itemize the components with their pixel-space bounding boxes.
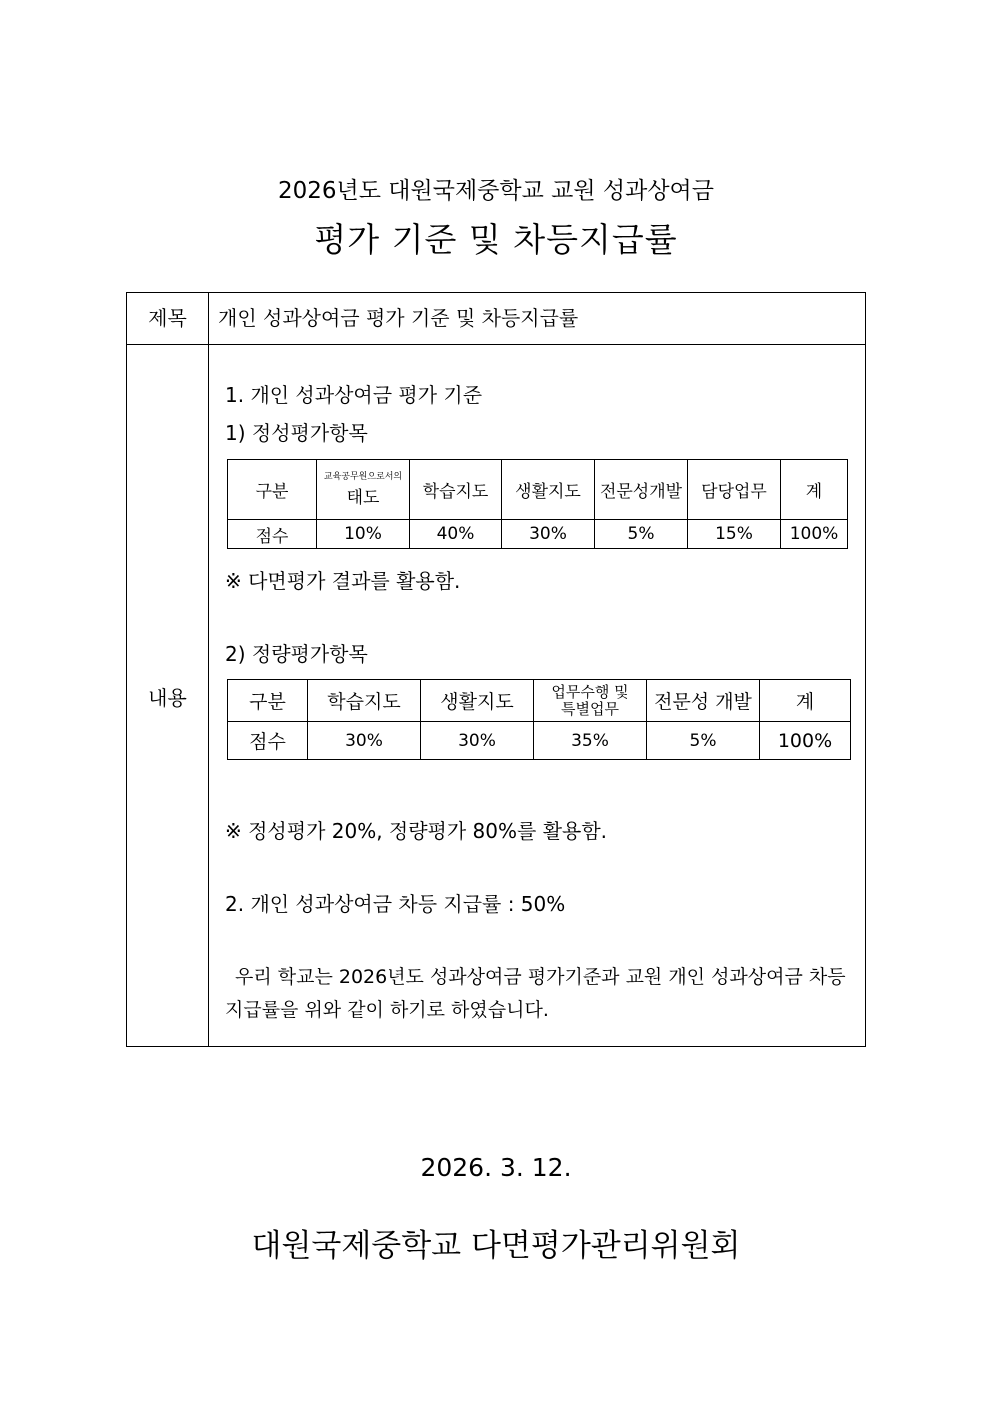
table-cell: 점수 (228, 722, 308, 760)
table-cell: 15% (688, 520, 781, 549)
note-weighting: ※ 정성평가 20%, 정량평가 80%를 활용함. (225, 819, 608, 843)
title-value: 개인 성과상여금 평가 기준 및 차등지급률 (218, 306, 579, 330)
table-cell: 40% (410, 520, 502, 549)
document-title-line2: 평가 기준 및 차등지급률 (314, 220, 678, 259)
table-cell: 계 (760, 680, 851, 722)
cell-label: 태도 (346, 488, 380, 508)
table-cell: 담당업무 (688, 460, 781, 520)
table-cell: 계 (781, 460, 848, 520)
title-label: 제목 (148, 306, 187, 330)
table-cell (534, 680, 647, 722)
quantitative-heading: 2) 정량평가항목 (225, 642, 368, 666)
table-cell: 구분 (228, 680, 308, 722)
form-frame (126, 292, 866, 1047)
qualitative-heading: 1) 정성평가항목 (225, 421, 368, 445)
document-title-line1: 2026년도 대원국제중학교 교원 성과상여금 (278, 178, 714, 204)
table-cell: 5% (595, 520, 688, 549)
content-label: 내용 (148, 685, 187, 710)
qualitative-table (227, 459, 848, 549)
table-row (228, 520, 848, 549)
label-column-divider (208, 293, 209, 1046)
section1-heading: 1. 개인 성과상여금 평가 기준 (225, 383, 483, 407)
quantitative-table (227, 679, 851, 760)
table-cell: 학습지도 (308, 680, 421, 722)
title-row-divider (127, 344, 865, 345)
closing-line2: 지급률을 위와 같이 하기로 하였습니다. (225, 999, 549, 1021)
table-cell: 30% (502, 520, 595, 549)
cell-label-line2: 특별업무 (561, 699, 619, 718)
document-date: 2026. 3. 12. (420, 1153, 572, 1182)
table-cell: 35% (534, 722, 647, 760)
table-cell: 30% (421, 722, 534, 760)
table-cell: 5% (647, 722, 760, 760)
committee-name: 대원국제중학교 다면평가관리위원회 (251, 1228, 741, 1264)
closing-line1: 우리 학교는 2026년도 성과상여금 평가기준과 교원 개인 성과상여금 차등 (235, 966, 846, 988)
table-row (228, 680, 851, 722)
cell-label-line1: 업무수행 및 (551, 682, 629, 701)
table-cell: 10% (317, 520, 410, 549)
table-cell: 100% (760, 722, 851, 760)
table-row (228, 460, 848, 520)
table-cell (317, 460, 410, 520)
note-multi-evaluation: ※ 다면평가 결과를 활용함. (225, 569, 461, 593)
table-cell: 전문성 개발 (647, 680, 760, 722)
table-row (228, 722, 851, 760)
cell-caption: 교육공무원으로서의 (323, 472, 403, 482)
table-cell: 100% (781, 520, 848, 549)
table-cell: 학습지도 (410, 460, 502, 520)
table-cell: 30% (308, 722, 421, 760)
table-cell: 생활지도 (502, 460, 595, 520)
table-cell: 점수 (228, 520, 317, 549)
table-cell: 전문성개발 (595, 460, 688, 520)
table-cell: 구분 (228, 460, 317, 520)
table-cell: 생활지도 (421, 680, 534, 722)
section2-heading: 2. 개인 성과상여금 차등 지급률 : 50% (225, 892, 566, 916)
